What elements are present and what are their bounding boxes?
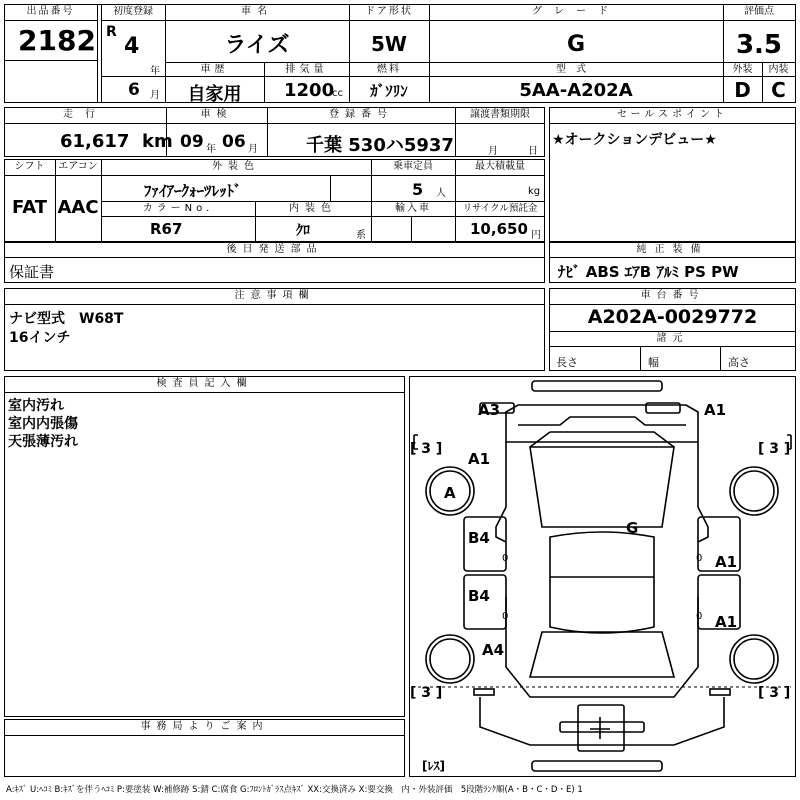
legend: A:ｷｽﾞ U:ﾍｺﾐ B:ｷｽﾞを伴うﾍｺﾐ P:要塗装 W:補修跡 S:錆 C:腐食 G:ﾌﾛﾝﾄｶﾞﾗｽ点ｷｽﾞ XX:交換済み X:要交換 内・外装評価 5段階ﾗﾝｸ順(A・B・C・D・E) 1: [6, 785, 583, 795]
office-label: 事務局よりご案内: [140, 721, 269, 732]
dmg-g: G: [626, 519, 639, 537]
lot-number: 2182: [18, 24, 96, 57]
car-outline-diagram: [410, 377, 795, 776]
dmg-a1-frontleft: A1: [468, 450, 491, 468]
color-label: 外装色: [212, 161, 260, 172]
exterior-color: ﾌｧｲｱｰｸｫｰﾂﾚｯﾄﾞ: [144, 182, 242, 200]
tire-top-right: [ 3 ]: [758, 441, 791, 457]
displacement-label: 排気量: [285, 64, 328, 75]
plate-label: 登録番号: [329, 109, 393, 120]
chassis-label: 車台番号: [640, 290, 705, 301]
load-unit: kg: [528, 186, 541, 197]
spec-label: 諸元: [656, 333, 689, 344]
lot-label: 出品番号: [26, 6, 75, 17]
displacement-unit: cc: [332, 88, 343, 99]
spare-tire-label: [ﾚｽ]: [422, 759, 445, 773]
model-label: 型式: [556, 64, 596, 75]
parts-value: 保証書: [9, 263, 55, 281]
insp-month-unit: 月: [248, 144, 258, 155]
interior-unit: 系: [356, 230, 366, 241]
month-unit: 月: [150, 90, 160, 101]
year-unit: 年: [150, 66, 160, 77]
plate-number: 千葉 530ハ5937: [306, 135, 454, 156]
dmg-b4-top: B4: [468, 529, 490, 547]
import-label: 輸入車: [395, 203, 431, 214]
name-label: 車名: [241, 6, 273, 17]
mileage-unit: km: [142, 131, 173, 152]
inspector-line-1: 室内汚れ: [8, 398, 64, 414]
transfer-label: 譲渡書類期限: [470, 109, 530, 120]
grade-label: グレード: [532, 6, 620, 17]
ext-grade: D: [734, 78, 751, 102]
zero-mark-2: 0: [502, 611, 509, 622]
ext-label: 外装: [732, 64, 753, 75]
inspection-year: 09: [180, 132, 204, 152]
int-label: 内装: [768, 64, 789, 75]
notes-label: 注意事項欄: [234, 290, 315, 301]
tire-top-left: [ 3 ]: [410, 441, 443, 457]
interior-color: ｸﾛ: [296, 223, 310, 239]
dmg-a1-topright: A1: [704, 401, 727, 419]
height-label: 高さ: [728, 356, 750, 369]
capacity-unit: 人: [436, 188, 446, 199]
ac: AAC: [57, 197, 99, 218]
score: 3.5: [735, 30, 783, 60]
history: 自家用: [187, 84, 242, 105]
history-label: 車歴: [200, 64, 229, 75]
door-type: 5W: [371, 32, 407, 56]
recycle-deposit: 10,650: [470, 220, 528, 238]
reg-month: 6: [128, 80, 140, 100]
reg-year: 4: [124, 34, 140, 59]
parts-label: 後日発送部品: [226, 244, 323, 255]
length-label: 長さ: [556, 356, 578, 369]
int-grade: C: [771, 78, 786, 102]
model: 5AA-A202A: [519, 80, 633, 101]
fuel-label: 燃料: [377, 64, 401, 75]
notes-line-2: 16インチ: [9, 330, 71, 346]
fuel: ｶﾞｿﾘﾝ: [370, 82, 408, 100]
shift: FAT: [11, 197, 48, 218]
equipment-label: 純正装備: [636, 244, 709, 255]
mileage-label: 走行: [63, 109, 107, 120]
transfer-day-unit: 日: [528, 146, 538, 157]
capacity: 5: [412, 180, 424, 199]
tire-bottom-left: [ 3 ]: [410, 685, 443, 701]
era: R: [106, 24, 117, 40]
load-label: 最大積載量: [475, 161, 525, 172]
colorno-label: カラーNo.: [142, 203, 214, 214]
sales-point: ★オークションデビュー★: [552, 132, 717, 148]
first-reg-label: 初度登録: [113, 6, 153, 17]
chassis-number: A202A-0029772: [587, 306, 758, 328]
dmg-a1-right2: A1: [715, 613, 738, 631]
recycle-label: リサイクル預託金: [462, 203, 538, 214]
grade: G: [566, 32, 586, 57]
zero-mark-1: 0: [502, 553, 509, 564]
width-label: 幅: [648, 356, 659, 369]
transfer-month-unit: 月: [488, 146, 498, 157]
notes-line-1: ナビ型式 W68T: [9, 311, 124, 327]
dmg-a3: A3: [478, 401, 501, 419]
inspection-label: 車検: [200, 109, 233, 120]
door-label: ドア形状: [365, 6, 413, 17]
zero-mark-4: 0: [696, 611, 703, 622]
equipment: ﾅﾋﾞ ABS ｴｱB ｱﾙﾐ PS PW: [558, 263, 739, 281]
mileage: 61,617: [60, 131, 130, 152]
tire-bottom-right: [ 3 ]: [758, 685, 791, 701]
color-number: R67: [150, 220, 183, 238]
shift-label: シフト: [14, 161, 45, 172]
score-label: 評価点: [744, 6, 774, 17]
inspector-line-3: 天張薄汚れ: [8, 434, 78, 450]
damage-diagram: [409, 376, 796, 777]
sales-point-label: セールスポイント: [616, 109, 729, 120]
insp-year-unit: 年: [206, 144, 216, 155]
zero-mark-3: 0: [696, 553, 703, 564]
car-name: ライズ: [224, 33, 290, 58]
interior-label: 内装色: [289, 203, 337, 214]
dmg-a4: A4: [482, 641, 505, 659]
dmg-a-wheel: A: [444, 484, 456, 502]
inspector-line-2: 室内内張傷: [8, 416, 78, 432]
capacity-label: 乗車定員: [393, 161, 433, 172]
dmg-b4-bottom: B4: [468, 587, 490, 605]
dmg-a1-right1: A1: [715, 553, 738, 571]
sales-point-box: [549, 107, 796, 242]
inspection-month: 06: [222, 132, 246, 152]
inspector-label: 検査員記入欄: [156, 378, 253, 389]
ac-label: エアコン: [58, 161, 98, 172]
recycle-unit: 円: [531, 230, 541, 241]
displacement: 1200: [284, 80, 335, 101]
